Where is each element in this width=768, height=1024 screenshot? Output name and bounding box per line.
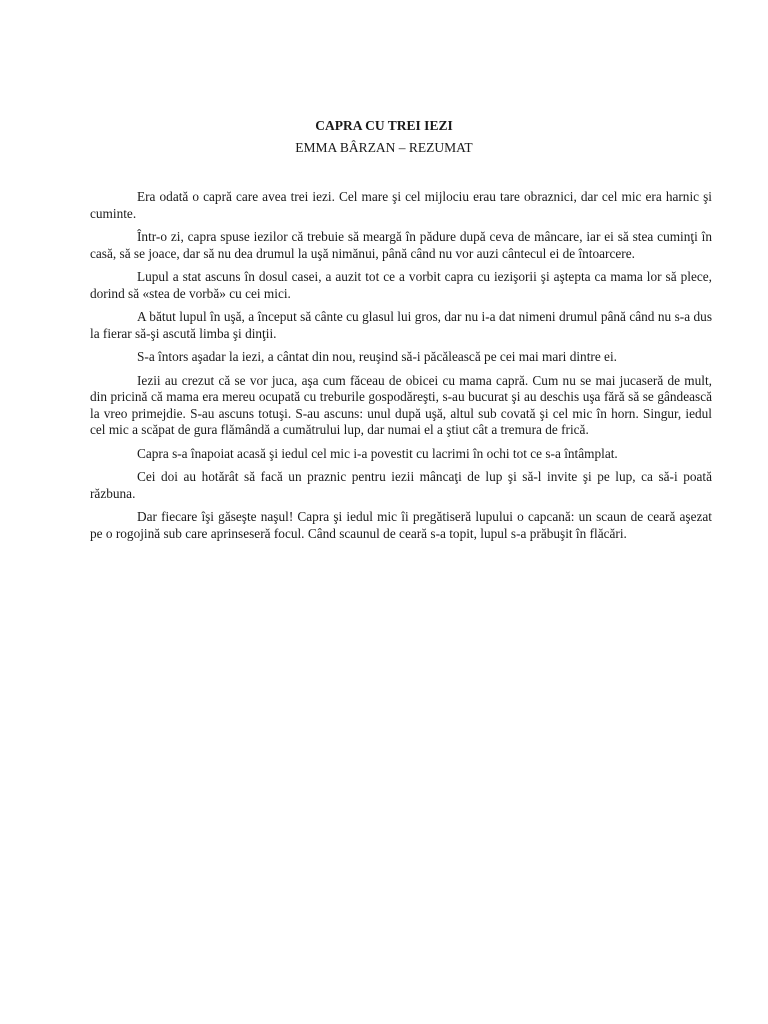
paragraph: Era odată o capră care avea trei iezi. Cel mare şi cel mijlociu erau tare obraznici, dar cel mic era harnic şi cuminte. [90,189,712,221]
paragraph: A bătut lupul în uşă, a început să cânte cu glasul lui gros, dar nu i-a dat nimeni drumul până când nu s-a dus la fierar să-şi ascută limba şi dinţii. [90,309,712,341]
document-title: CAPRA CU TREI IEZI [315,118,453,133]
paragraph: Capra s-a înapoiat acasă şi iedul cel mic i-a povestit cu lacrimi în ochi tot ce s-a întâmplat. [137,445,618,461]
paragraph: Dar fiecare îşi găseşte naşul! Capra şi iedul mic îi pregătiseră lupului o capcană: un scaun de ceară aşezat pe o rogojină sub care aprinseseră focul. Când scaunul de ceară s-a topit, lupul s-a prăbuşit în flăcări. [90,509,712,541]
paragraph: Cei doi au hotărât să facă un praznic pentru iezii mâncaţi de lup şi să-l invite şi pe lup, ca să-i poată răzbuna. [90,469,712,501]
paragraph: Iezii au crezut că se vor juca, aşa cum făceau de obicei cu mama capră. Cum nu se mai jucaseră de mult, din pricină că mama era mereu ocupată cu treburile gospodăreşti, s-au bucurat şi au deschis uşa fără să se gândească la vreo primejdie. S-au ascuns totuşi. S-au ascuns: unul după uşă, altul sub covată şi cel mic în horn. Singur, iedul cel mic a scăpat de gura flămândă a cumătrului lup, dar numai el a ştiut cât a tremura de frică. [90,372,712,437]
document-subtitle: EMMA BÂRZAN – REZUMAT [295,140,473,155]
paragraph: Într-o zi, capra spuse iezilor că trebuie să meargă în pădure după ceva de mâncare, iar ei să stea cuminţi în casă, să se joace, dar să nu dea drumul la uşă nimănui, până când nu vor auzi cântecul ei de întoarcere. [90,229,712,261]
paragraph: Lupul a stat ascuns în dosul casei, a auzit tot ce a vorbit capra cu iezişorii şi aştepta ca mama lor să plece, dorind să «stea de vorbă» cu cei mici. [90,269,712,301]
document-body [90,189,712,549]
paragraph: S-a întors aşadar la iezi, a cântat din nou, reuşind să-i păcălească pe cei mai mari dintre ei. [137,349,617,364]
